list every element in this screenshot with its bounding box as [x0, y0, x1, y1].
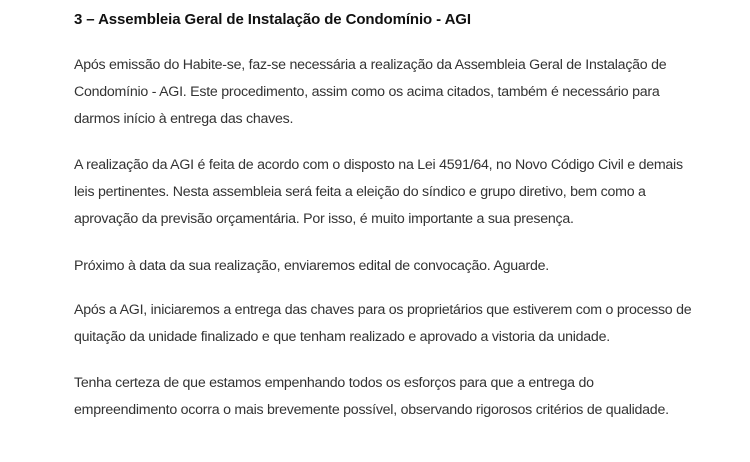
- paragraph-habite-se: [74, 52, 666, 133]
- paragraph-line: aprovação da previsão orçamentária. Por isso, é muito importante a sua presença.: [74, 211, 574, 227]
- paragraph-line: Tenha certeza de que estamos empenhando todos os esforços para que a entrega do: [74, 375, 594, 391]
- paragraph-convocacao: [74, 253, 549, 280]
- paragraph-qualidade: [74, 370, 669, 424]
- paragraph-line: Condomínio - AGI. Este procedimento, assim como os acima citados, também é necessário para: [74, 84, 660, 100]
- paragraph-entrega-chaves: [74, 297, 691, 351]
- paragraph-agi-legal: [74, 152, 683, 233]
- paragraph-line: quitação da unidade finalizado e que tenham realizado e aprovado a vistoria da unidade.: [74, 329, 610, 345]
- section-heading: 3 – Assembleia Geral de Instalação de Condomínio - AGI: [74, 11, 471, 28]
- paragraph-line: empreendimento ocorra o mais brevemente possível, observando rigorosos critérios de qualidade.: [74, 402, 669, 418]
- paragraph-line: Após emissão do Habite-se, faz-se necessária a realização da Assembleia Geral de Instalação de: [74, 57, 667, 73]
- paragraph-line: Próximo à data da sua realização, enviaremos edital de convocação. Aguarde.: [74, 258, 549, 274]
- paragraph-line: darmos início à entrega das chaves.: [74, 111, 294, 127]
- paragraph-line: leis pertinentes. Nesta assembleia será feita a eleição do síndico e grupo diretivo, bem como a: [74, 184, 646, 200]
- paragraph-line: A realização da AGI é feita de acordo com o disposto na Lei 4591/64, no Novo Código Civil e demais: [74, 157, 683, 173]
- paragraph-line: Após a AGI, iniciaremos a entrega das chaves para os proprietários que estiverem com o processo de: [74, 302, 692, 318]
